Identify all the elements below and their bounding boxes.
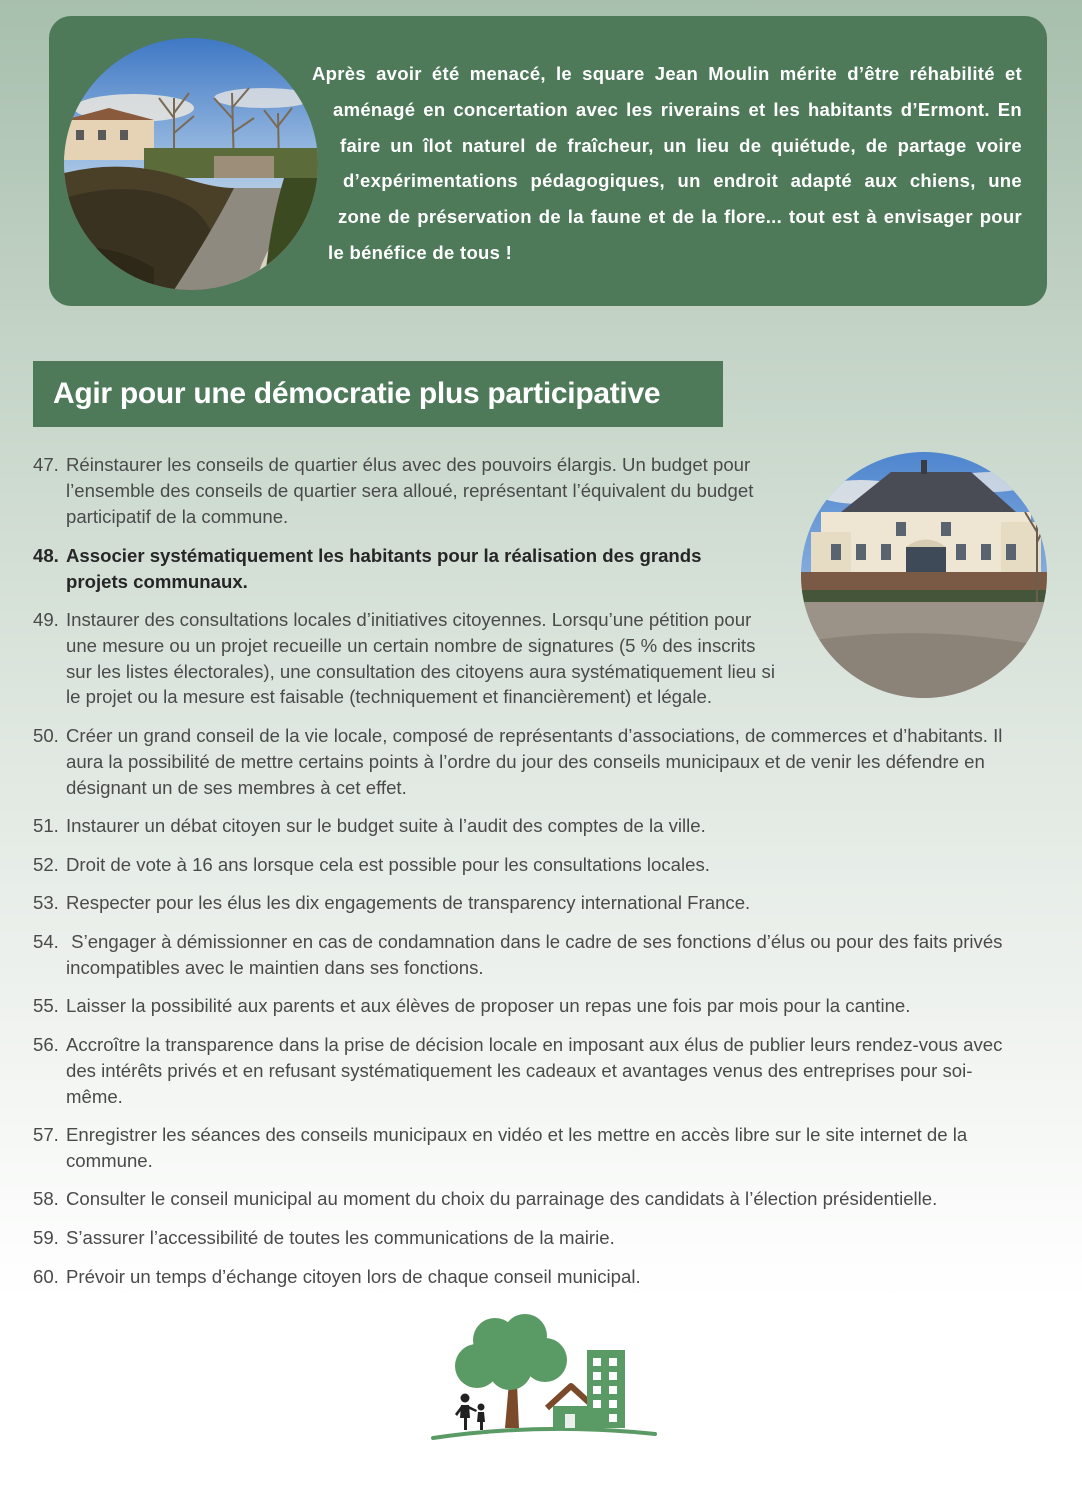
item-line: des intérêts privés et en refusant systématiquement les cadeaux et avantages venus des entreprises pour soi- [66, 1059, 973, 1081]
item-line: Réinstaurer les conseils de quartier élus avec des pouvoirs élargis. Un budget pour [66, 454, 751, 475]
item-line: Droit de vote à 16 ans lorsque cela est possible pour les consultations locales. [66, 854, 710, 875]
item-line: sur les listes électorales), une consultation des citoyens aura systématiquement lieu si [66, 660, 775, 682]
item-number: 54. [33, 931, 59, 952]
intro-paragraph [312, 56, 1022, 271]
list-item [33, 813, 706, 839]
tree-icon [455, 1314, 567, 1428]
item-line: incompatibles avec le maintien dans ses fonctions. [66, 956, 484, 978]
item-line: projets communaux. [66, 570, 248, 592]
list-item [33, 890, 750, 916]
town-hall-photo [801, 452, 1047, 698]
section-title: Agir pour une démocratie plus participative [53, 377, 661, 410]
tree-house-building-logo [425, 1310, 661, 1446]
item-line: Laisser la possibilité aux parents et aux élèves de proposer un repas une fois par mois pour la cantine. [66, 995, 911, 1016]
list-item [33, 723, 1002, 800]
item-number: 58. [33, 1188, 59, 1209]
list-item [33, 993, 910, 1019]
intro-line: Après avoir été menacé, le square Jean Moulin mérite d’être réhabilité et [312, 63, 1022, 84]
building-icon [587, 1350, 625, 1428]
item-line: commune. [66, 1149, 153, 1171]
item-line: participatif de la commune. [66, 505, 289, 527]
item-line: Instaurer des consultations locales d’initiatives citoyennes. Lorsqu’une pétition pour [66, 609, 752, 630]
list-item [33, 1122, 967, 1174]
list-item [33, 929, 1002, 981]
item-line: désignant un de ses membres à cet effet. [66, 776, 407, 798]
item-number: 47. [33, 454, 59, 475]
item-line: aura la possibilité de mettre certains points à l’ordre du jour des conseils municipaux et de venir les défendre en [66, 750, 985, 772]
list-item [33, 1186, 937, 1212]
item-line: Accroître la transparence dans la prise de décision locale en imposant aux élus de publier leurs rendez-vous avec [66, 1034, 1003, 1055]
item-line: l’ensemble des conseils de quartier sera alloué, représentant l’équivalent du budget [66, 479, 754, 501]
item-number: 60. [33, 1266, 59, 1287]
list-item [33, 452, 753, 529]
item-line: Prévoir un temps d’échange citoyen lors de chaque conseil municipal. [66, 1266, 641, 1287]
ground-line [433, 1429, 655, 1438]
item-line: Créer un grand conseil de la vie locale, composé de représentants d’associations, de commerces et d’habitants. Il [66, 725, 1003, 746]
intro-line: aménagé en concertation avec les riverains et les habitants d’Ermont. En [333, 98, 1022, 120]
item-number: 59. [33, 1227, 59, 1248]
item-line: même. [66, 1085, 123, 1107]
item-number: 51. [33, 815, 59, 836]
item-number: 55. [33, 995, 59, 1016]
list-item [33, 1225, 615, 1251]
list-item [33, 1264, 641, 1290]
item-line: Instaurer un débat citoyen sur le budget suite à l’audit des comptes de la ville. [66, 815, 706, 836]
square-jean-moulin-photo [64, 38, 318, 290]
intro-line: d’expérimentations pédagogiques, un endroit adapté aux chiens, une [343, 170, 1022, 192]
item-number: 49. [33, 609, 59, 630]
item-number: 50. [33, 725, 59, 746]
item-number: 52. [33, 854, 59, 875]
list-item [33, 1032, 1002, 1109]
item-line: Associer systématiquement les habitants pour la réalisation des grands [66, 545, 702, 566]
item-line: S’engager à démissionner en cas de condamnation dans le cadre de ses fonctions d’élus ou pour des faits privés [66, 931, 1003, 952]
list-item [33, 852, 710, 878]
item-line: une mesure ou un projet recueille un certain nombre de signatures (5 % des inscrits [66, 634, 756, 656]
family-icon [455, 1394, 485, 1431]
item-line: S’assurer l’accessibilité de toutes les communications de la mairie. [66, 1227, 615, 1248]
item-number: 48. [33, 545, 59, 566]
item-number: 56. [33, 1034, 59, 1055]
item-number: 53. [33, 892, 59, 913]
item-line: Consulter le conseil municipal au moment du choix du parrainage des candidats à l’élection présidentielle. [66, 1188, 938, 1209]
list-item [33, 543, 702, 595]
item-line: Enregistrer les séances des conseils municipaux en vidéo et les mettre en accès libre sur le site internet de la [66, 1124, 968, 1145]
section-header [33, 361, 723, 427]
list-item [33, 607, 775, 710]
item-line: le projet ou la mesure est faisable (techniquement et financièrement) et légale. [66, 686, 712, 708]
intro-line: zone de préservation de la faune et de la flore... tout est à envisager pour [338, 206, 1022, 228]
intro-line: le bénéfice de tous ! [328, 241, 513, 263]
intro-line: faire un îlot naturel de fraîcheur, un lieu de quiétude, de partage voire [340, 134, 1022, 156]
item-number: 57. [33, 1124, 59, 1145]
item-line: Respecter pour les élus les dix engagements de transparency international France. [66, 892, 751, 913]
